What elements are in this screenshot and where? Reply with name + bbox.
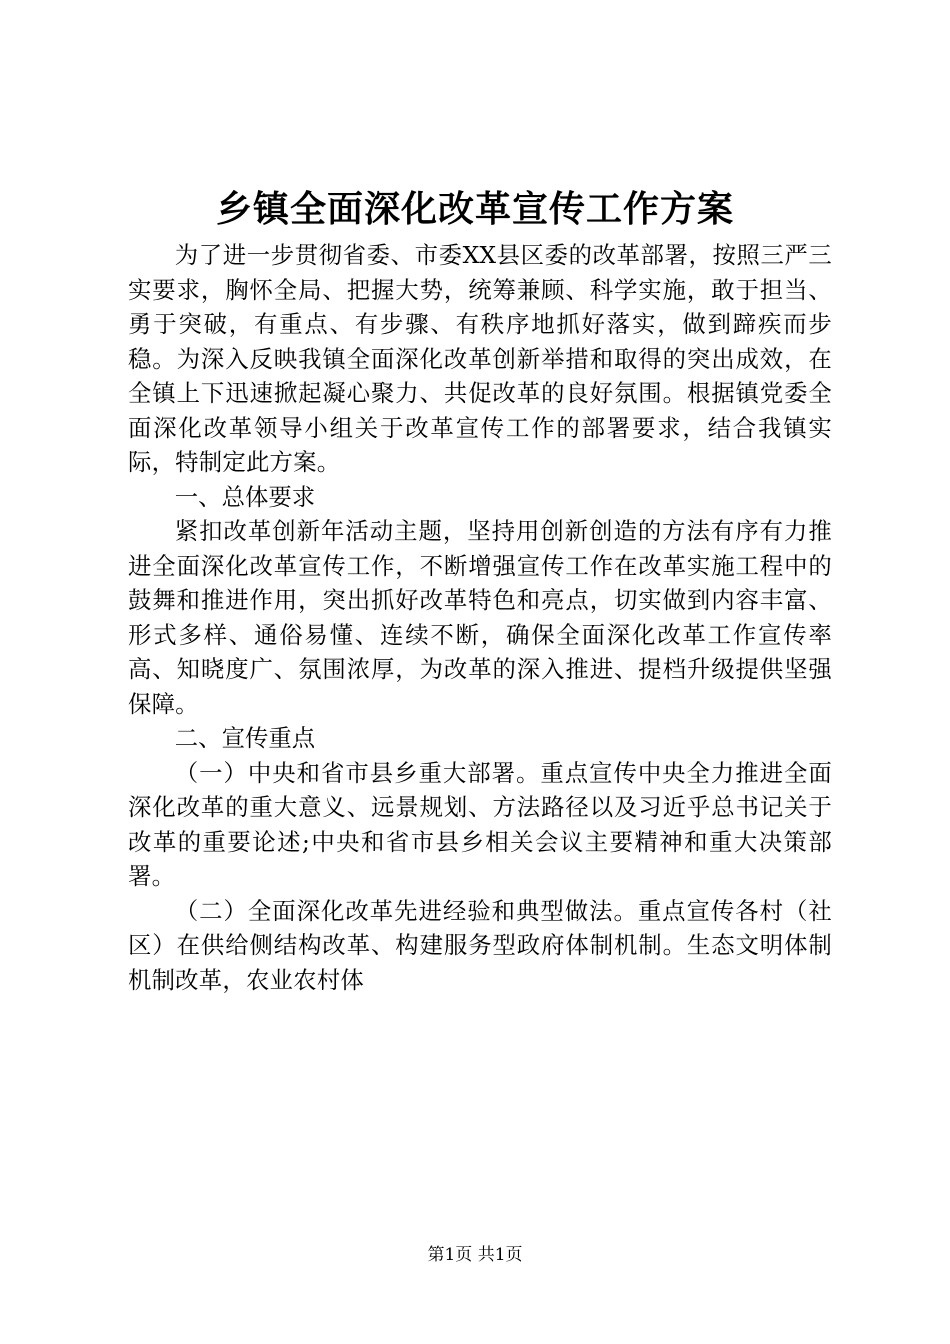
section-heading-publicity-focus: 二、宣传重点 (174, 724, 316, 752)
page-number-footer: 第1页 共1页 (427, 1245, 523, 1265)
section-heading-general-requirements: 一、总体要求 (174, 482, 316, 511)
intro-paragraph: 为了进一步贯彻省委、市委XX县区委的改革部署，按照三严三实要求，胸怀全局、把握大势，统筹兼顾、科学实施，敢于担当、勇于突破，有重点、有步骤、有秩序地抓好落实，做到蹄疾而步稳。为深入反映我镇全面深化改革创新举措和取得的突出成效，在全镇上下迅速掀起凝心聚力、共促改革的良好氛围。根据镇党委全面深化改革领导小组关于改革宣传工作的部署要求，结合我镇实际，特制定此方案。 (128, 241, 832, 476)
focus-item-1-paragraph: （一）中央和省市县乡重大部署。重点宣传中央全力推进全面深化改革的重大意义、远景规划、方法路径以及习近乎总书记关于改革的重要论述;中央和省市县乡相关会议主要精神和重大决策部署。 (128, 758, 832, 890)
document-title: 乡镇全面深化改革宣传工作方案 (215, 189, 734, 230)
focus-item-2-paragraph: （二）全面深化改革先进经验和典型做法。重点宣传各村（社区）在供给侧结构改革、构建服务型政府体制机制。生态文明体制机制改革，农业农村体 (128, 896, 832, 994)
document-body (128, 238, 832, 997)
general-requirements-paragraph: 紧扣改革创新年活动主题，坚持用创新创造的方法有序有力推进全面深化改革宣传工作，不断增强宣传工作在改革实施工程中的鼓舞和推进作用，突出抓好改革特色和亮点，切实做到内容丰富、形式多样、通俗易懂、连续不断，确保全面深化改革工作宣传率高、知晓度广、氛围浓厚，为改革的深入推进、提档升级提供坚强保障。 (128, 517, 832, 718)
